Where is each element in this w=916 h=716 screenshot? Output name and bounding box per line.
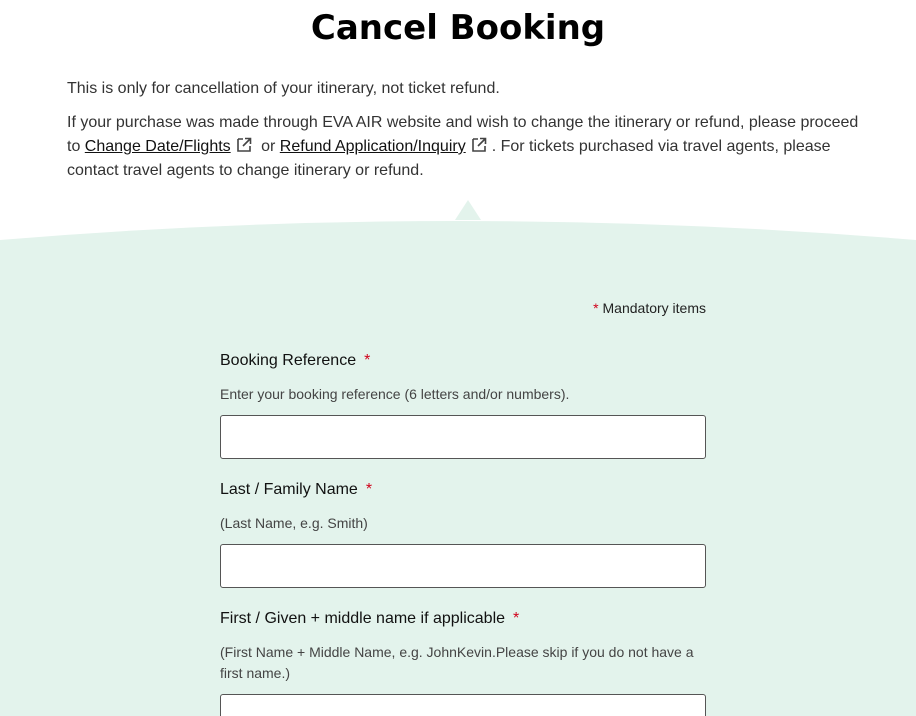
required-star: * bbox=[513, 610, 520, 627]
external-link-icon[interactable] bbox=[235, 136, 253, 154]
intro-text bbox=[67, 77, 867, 183]
last-name-label-text: Last / Family Name bbox=[220, 481, 358, 498]
first-name-input[interactable] bbox=[220, 694, 706, 716]
last-name-label bbox=[220, 481, 372, 499]
first-name-label bbox=[220, 610, 519, 628]
intro-suffix: . For tickets purchased via travel agents, please contact travel agents to change itinerary or refund. bbox=[67, 138, 831, 179]
booking-reference-hint: Enter your booking reference (6 letters and/or numbers). bbox=[220, 386, 570, 402]
first-name-label-text: First / Given + middle name if applicable bbox=[220, 610, 506, 627]
booking-reference-input[interactable] bbox=[220, 415, 706, 459]
change-date-flights-label: Change Date/Flights bbox=[84, 138, 231, 155]
mandatory-star: * bbox=[593, 300, 599, 316]
booking-reference-label bbox=[220, 352, 370, 370]
booking-reference-label-text: Booking Reference bbox=[220, 352, 357, 369]
required-star: * bbox=[365, 481, 373, 498]
refund-application-label: Refund Application/Inquiry bbox=[279, 138, 466, 155]
mandatory-note bbox=[560, 300, 706, 316]
external-link-icon[interactable] bbox=[470, 136, 488, 154]
intro-notice: This is only for cancellation of your itinerary, not ticket refund. bbox=[67, 80, 500, 97]
required-star: * bbox=[364, 352, 371, 369]
refund-application-link[interactable] bbox=[280, 138, 466, 155]
or-text: or bbox=[261, 138, 276, 155]
last-name-input[interactable] bbox=[220, 544, 706, 588]
page-title: Cancel Booking bbox=[310, 8, 606, 48]
intro-instructions bbox=[67, 111, 867, 183]
first-name-hint: (First Name + Middle Name, e.g. JohnKevin.Please skip if you do not have a first name.) bbox=[220, 644, 694, 681]
intro-prefix: If your purchase was made through EVA AIR website and wish to change the itinerary or refund, please proceed to bbox=[67, 114, 859, 155]
change-date-flights-link[interactable] bbox=[85, 138, 231, 155]
mandatory-text: Mandatory items bbox=[602, 300, 706, 316]
last-name-hint: (Last Name, e.g. Smith) bbox=[220, 515, 368, 531]
